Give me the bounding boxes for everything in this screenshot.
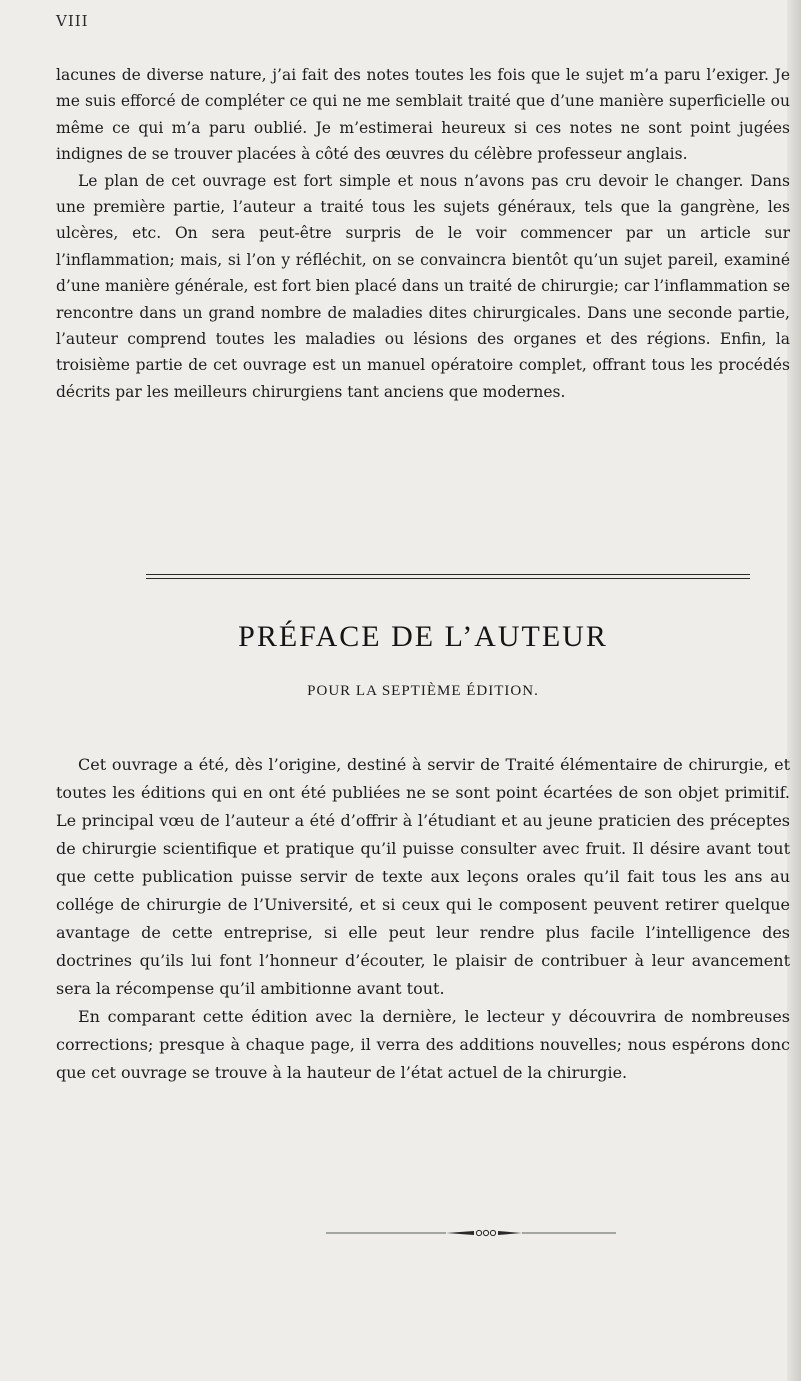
intro-paragraph-1: lacunes de diverse nature, j’ai fait des notes toutes les fois que le sujet m’a paru l’exiger. Je me suis efforcé de compléter ce qui ne me semblait traité que d’une manière superficielle ou même ce qui m’a paru oublié. Je m’estimerai heureux si ces notes ne sont point jugées indignes de se trouver placées à côté des œuvres du célèbre professeur anglais. — [56, 66, 790, 164]
preface-paragraph-2: En comparant cette édition avec la dernière, le lecteur y découvrira de nombreuses corrections; presque à chaque page, il verra des additions nouvelles; nous espérons donc que cet ouvrage se trouve à la hauteur de l’état actuel de la chirurgie. — [56, 1007, 790, 1082]
intro-paragraph-2: Le plan de cet ouvrage est fort simple et nous n’avons pas cru devoir le changer. Dans une première partie, l’auteur a traité tous les sujets généraux, tels que la gangrène, les ulcères, etc. On sera peut-être surpris de le voir commencer par un article sur l’inflammation; mais, si l’on y réfléchit, on se convaincra bientôt qu’un sujet pareil, examiné d’une manière générale, est fort bien placé dans un traité de chirurgie; car l’inflammation se rencontre dans un grand nombre de maladies dites chirurgicales. Dans une seconde partie, l’auteur comprend toutes les maladies ou lésions des organes et des régions. Enfin, la troisième partie de cet ouvrage est un manuel opératoire complet, offrant tous les procédés décrits par les meilleurs chirurgiens tant anciens que modernes. — [56, 171, 790, 401]
end-ornament — [326, 1226, 626, 1240]
preface-title: PRÉFACE DE L’AUTEUR — [238, 620, 608, 653]
preface-paragraph-1: Cet ouvrage a été, dès l’origine, destiné à servir de Traité élémentaire de chirurgie, et toutes les éditions qui en ont été publiées ne se sont point écartées de son objet primitif. Le principal vœu de l’auteur a été d’offrir à l’étudiant et au jeune praticien des préceptes de chirurgie scientifique et pratique qu’il puisse consulter avec fruit. Il désire avant tout que cette publication puisse servir de texte aux leçons orales qu’il fait tous les ans au collége de chirurgie de l’Université, et si ceux qui le composent peuvent retirer quelque avantage de cette entreprise, si elle peut leur rendre plus facile l’intelligence des doctrines qu’ils lui font l’honneur d’écouter, le plaisir de contribuer à leur avancement sera la récompense qu’il ambitionne avant tout. — [56, 755, 790, 998]
preface-subtitle: POUR LA SEPTIÈME ÉDITION. — [307, 683, 539, 699]
section-divider-bottom — [146, 578, 750, 579]
preface-text — [56, 751, 790, 1087]
intro-text — [56, 62, 790, 405]
section-divider-top — [146, 574, 750, 575]
page-number: VIII — [56, 12, 89, 30]
